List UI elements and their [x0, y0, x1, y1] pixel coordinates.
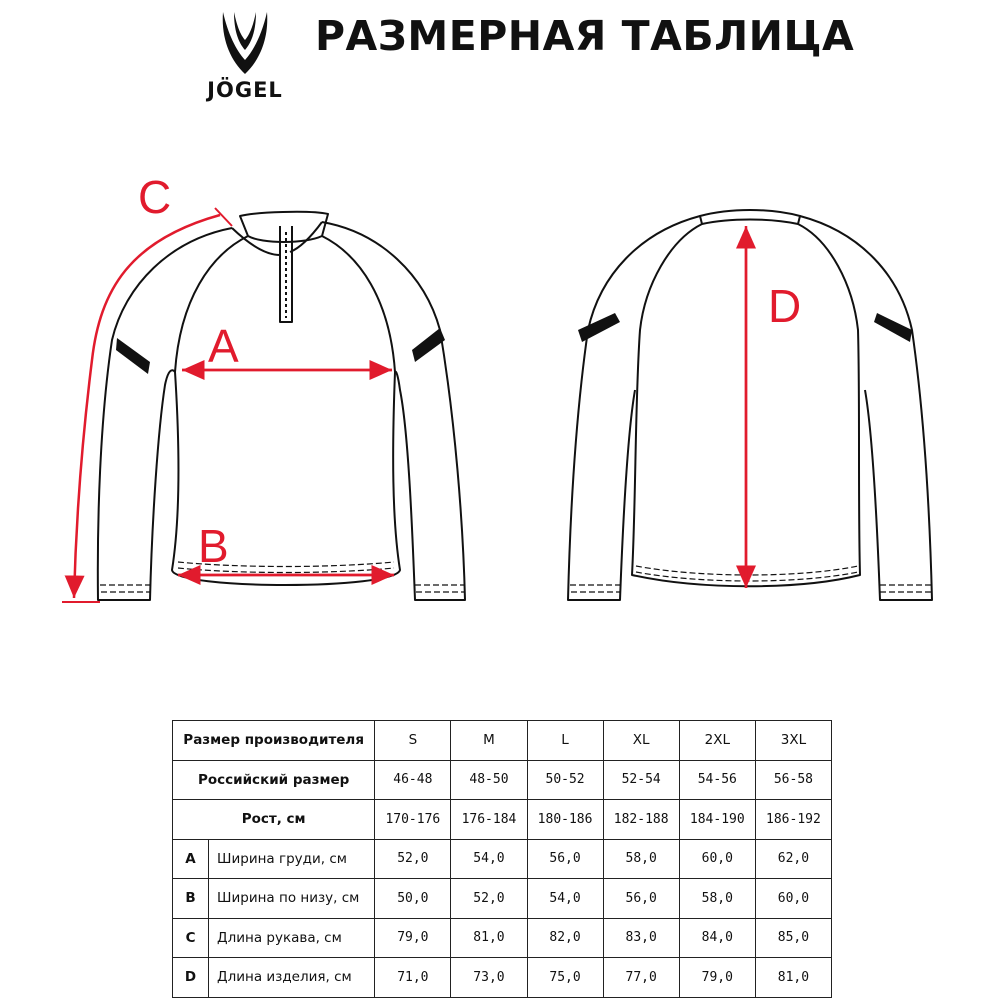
measurement-letter: B	[173, 879, 209, 919]
measurement-letter: C	[173, 918, 209, 958]
table-cell: 82,0	[527, 918, 603, 958]
table-cell: 73,0	[451, 958, 527, 998]
table-cell: 56-58	[755, 760, 831, 800]
table-cell: 180-186	[527, 800, 603, 840]
manufacturer-size-label: Размер производителя	[173, 721, 375, 761]
measurement-label: Ширина груди, см	[209, 839, 375, 879]
table-cell: 75,0	[527, 958, 603, 998]
brand-logo	[190, 8, 300, 108]
measurement-label: Ширина по низу, см	[209, 879, 375, 919]
label-d: D	[768, 280, 802, 332]
logo-wordmark: JÖGEL	[207, 78, 283, 102]
table-cell: 170-176	[375, 800, 451, 840]
table-cell: 77,0	[603, 958, 679, 998]
label-a: A	[208, 320, 239, 372]
table-cell: 83,0	[603, 918, 679, 958]
table-cell: 52,0	[375, 839, 451, 879]
table-row-measurement-c	[173, 918, 832, 958]
table-cell: 186-192	[755, 800, 831, 840]
table-cell: 79,0	[679, 958, 755, 998]
russian-size-label: Российский размер	[173, 760, 375, 800]
table-cell: 46-48	[375, 760, 451, 800]
table-cell: 52-54	[603, 760, 679, 800]
table-cell: 54-56	[679, 760, 755, 800]
table-cell: 60,0	[755, 879, 831, 919]
table-cell: 60,0	[679, 839, 755, 879]
back-right-stripe	[874, 313, 912, 342]
table-cell: 81,0	[451, 918, 527, 958]
table-cell: 182-188	[603, 800, 679, 840]
table-cell: 54,0	[527, 879, 603, 919]
table-cell: 50,0	[375, 879, 451, 919]
table-cell: 58,0	[679, 879, 755, 919]
table-cell: 85,0	[755, 918, 831, 958]
table-cell: 50-52	[527, 760, 603, 800]
table-cell: 71,0	[375, 958, 451, 998]
table-cell: 58,0	[603, 839, 679, 879]
garment-diagram	[0, 160, 1000, 630]
size-cell: S	[375, 721, 451, 761]
table-cell: 81,0	[755, 958, 831, 998]
table-cell: 48-50	[451, 760, 527, 800]
size-table	[172, 720, 832, 998]
table-row-measurement-d	[173, 958, 832, 998]
table-cell: 52,0	[451, 879, 527, 919]
measurement-label: Длина изделия, см	[209, 958, 375, 998]
measurement-letter: A	[173, 839, 209, 879]
table-cell: 84,0	[679, 918, 755, 958]
logo-mark-icon	[190, 8, 300, 80]
table-row-manufacturer-size	[173, 721, 832, 761]
measurement-label: Длина рукава, см	[209, 918, 375, 958]
table-cell: 184-190	[679, 800, 755, 840]
table-row-height	[173, 800, 832, 840]
label-c: C	[138, 171, 172, 223]
table-cell: 62,0	[755, 839, 831, 879]
size-cell: 2XL	[679, 721, 755, 761]
size-cell: M	[451, 721, 527, 761]
table-cell: 79,0	[375, 918, 451, 958]
table-cell: 176-184	[451, 800, 527, 840]
front-left-stripe	[116, 338, 150, 374]
table-row-measurement-a	[173, 839, 832, 879]
table-cell: 54,0	[451, 839, 527, 879]
table-cell: 56,0	[527, 839, 603, 879]
table-row-measurement-b	[173, 879, 832, 919]
label-b: B	[198, 520, 229, 572]
table-row-russian-size	[173, 760, 832, 800]
height-label: Рост, см	[173, 800, 375, 840]
front-right-stripe	[412, 328, 445, 362]
size-cell: 3XL	[755, 721, 831, 761]
measurement-letter: D	[173, 958, 209, 998]
size-cell: XL	[603, 721, 679, 761]
page-title: РАЗМЕРНАЯ ТАБЛИЦА	[315, 12, 855, 60]
front-view	[98, 212, 465, 600]
back-view	[568, 210, 932, 600]
back-left-stripe	[578, 313, 620, 342]
table-cell: 56,0	[603, 879, 679, 919]
size-cell: L	[527, 721, 603, 761]
